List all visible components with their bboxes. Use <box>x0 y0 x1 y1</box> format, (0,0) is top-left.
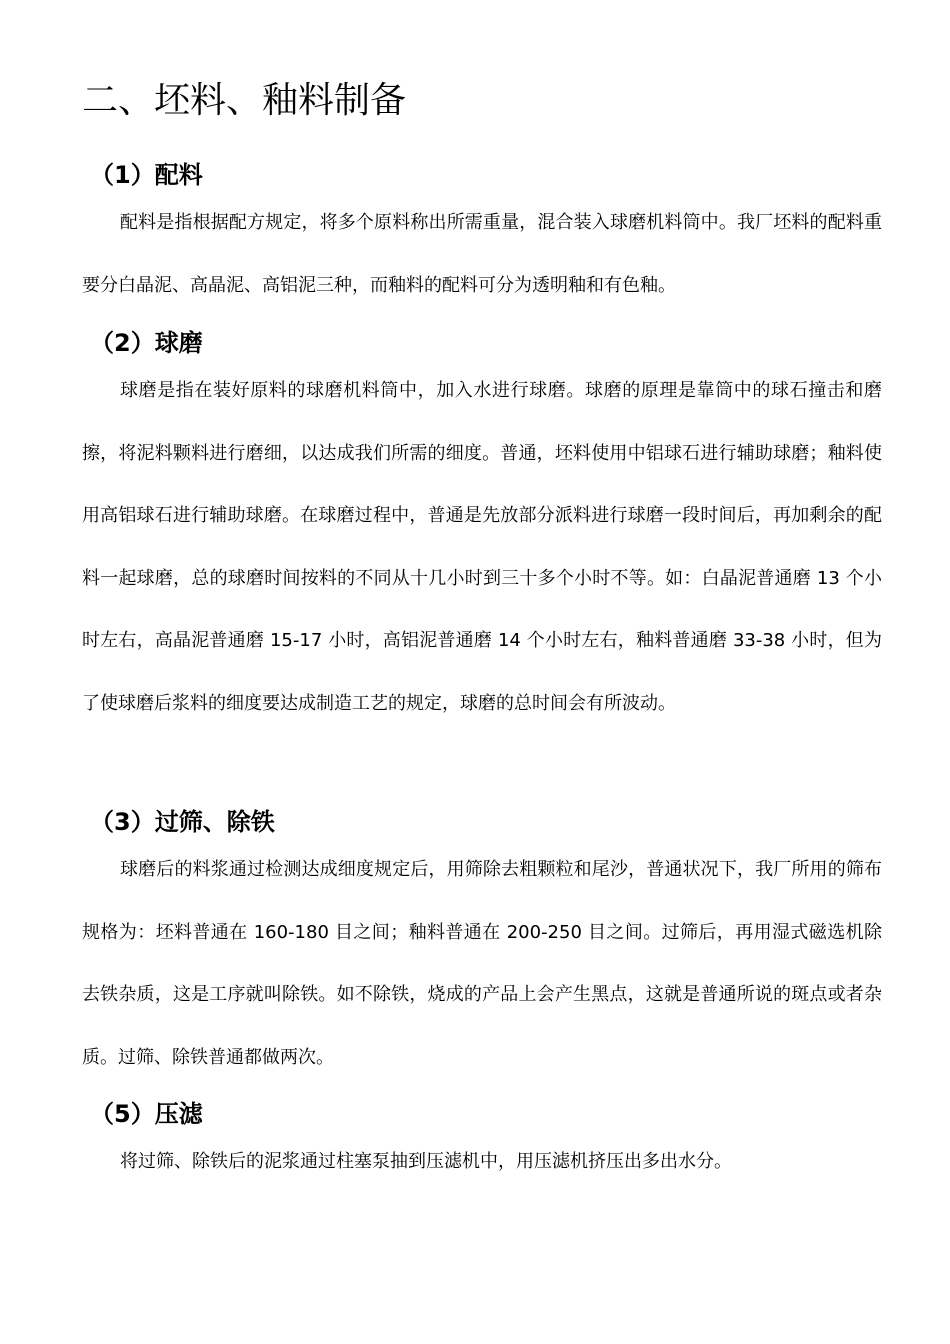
section-paragraph-batching: 配料是指根据配方规定，将多个原料称出所需重量，混合装入球磨机料筒中。我厂坯料的配料重要分白晶泥、高晶泥、高铝泥三种，而釉料的配料可分为透明釉和有色釉。 <box>82 212 882 296</box>
section-paragraph-sieving-iron-removal: 球磨后的料浆通过检测达成细度规定后，用筛除去粗颗粒和尾沙，普通状况下，我厂所用的筛布规格为：坯料普通在 160-180 目之间；釉料普通在 200-250 目之间。过筛后，再用湿式磁选机除去铁杂质，这是工序就叫除铁。如不除铁，烧成的产品上会产生黑点，这就是普通所说的斑点或者杂质。过筛、除铁普通都做两次。 <box>82 859 882 1068</box>
section-heading-filter-pressing: （5）压滤 <box>90 1100 203 1128</box>
document-title: 二、坯料、釉料制备 <box>82 80 407 121</box>
section-heading-sieving-iron-removal: （3）过筛、除铁 <box>90 808 275 836</box>
section-paragraph-ball-milling: 球磨是指在装好原料的球磨机料筒中，加入水进行球磨。球磨的原理是靠筒中的球石撞击和磨擦，将泥料颗料进行磨细，以达成我们所需的细度。普通，坯料使用中铝球石进行辅助球磨；釉料使用高铝球石进行辅助球磨。在球磨过程中，普通是先放部分派料进行球磨一段时间后，再加剩余的配料一起球磨，总的球磨时间按料的不同从十几小时到三十多个小时不等。如：白晶泥普通磨 13 个小时左右，高晶泥普通磨 15-17 小时，高铝泥普通磨 14 个小时左右，釉料普通磨 33-38 小时，但为了使球磨后浆料的细度要达成制造工艺的规定，球磨的总时间会有所波动。 <box>82 380 882 714</box>
section-heading-ball-milling: （2）球磨 <box>90 329 203 357</box>
section-paragraph-filter-pressing: 将过筛、除铁后的泥浆通过柱塞泵抽到压滤机中，用压滤机挤压出多出水分。 <box>120 1151 732 1172</box>
section-heading-batching: （1）配料 <box>90 161 203 189</box>
